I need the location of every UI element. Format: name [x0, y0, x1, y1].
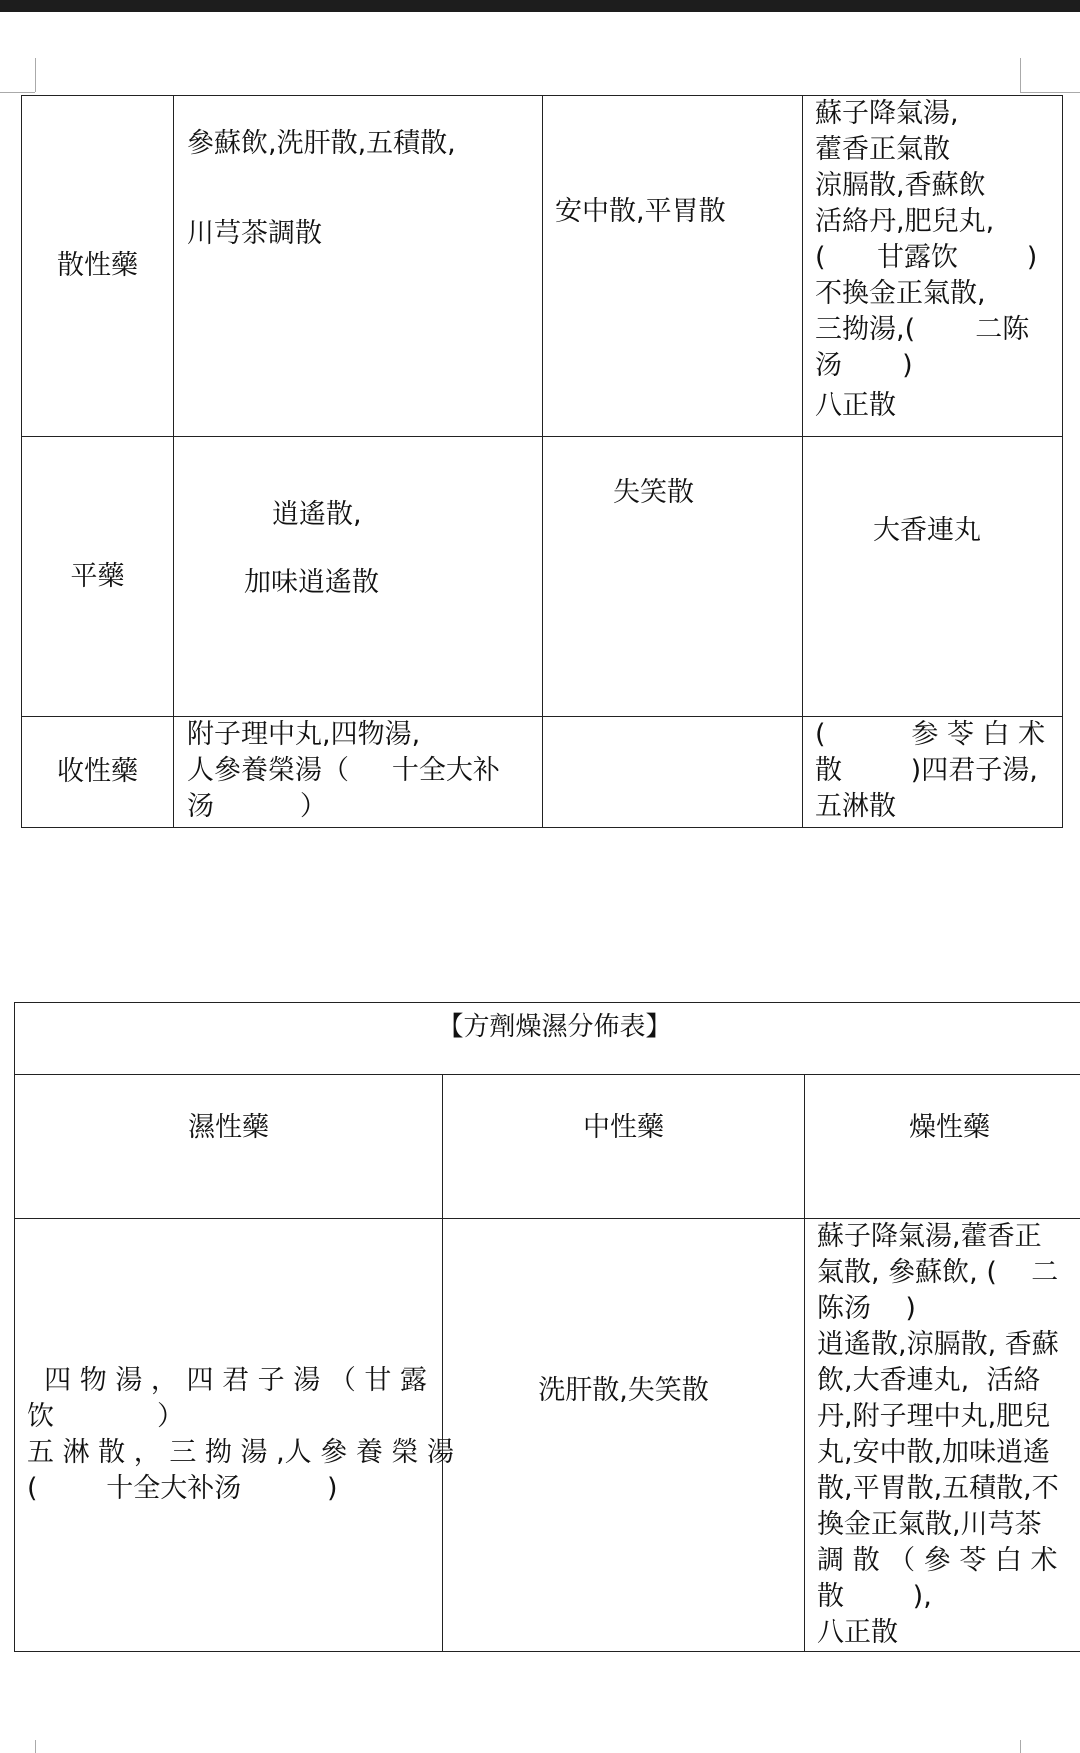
formula-line: 散 )四君子湯, — [815, 755, 1038, 786]
formula-line: 五淋散 — [815, 791, 896, 822]
formula-line: 附子理中丸,四物湯, — [187, 719, 421, 750]
column-header: 燥性藥 — [909, 1112, 991, 1143]
formula-cell — [174, 96, 543, 437]
formula-cell — [174, 717, 543, 828]
formula-line: 散,平胃散,五積散,不 — [817, 1473, 1059, 1504]
column-header-cell — [443, 1075, 805, 1219]
formula-line: 不換金正氣散, — [815, 278, 986, 309]
formula-line: 氣散, 參蘇飲, ( 二 — [817, 1257, 1059, 1288]
top-window-bar — [0, 0, 1080, 12]
formula-line: 飲,大香連丸, 活絡 — [817, 1365, 1041, 1396]
formula-cell — [543, 437, 803, 717]
formula-text: 逍遙散, — [272, 499, 362, 530]
formula-text: 加味逍遙散 — [244, 567, 379, 598]
formula-cell — [805, 1219, 1080, 1652]
column-header: 中性藥 — [583, 1112, 664, 1143]
row-label: 散性藥 — [57, 250, 138, 281]
formula-line: 活絡丹,肥兒丸, — [815, 206, 995, 237]
formula-line: 八正散 — [815, 390, 896, 421]
formula-line: 八正散 — [817, 1617, 898, 1648]
formula-cell — [803, 96, 1063, 437]
column-header-cell — [805, 1075, 1080, 1219]
formula-line: 調 散 （ 參 苓 白 术 — [817, 1545, 1058, 1576]
margin-corner-mark — [1020, 58, 1021, 92]
formula-line: ( 参 苓 白 术 — [815, 719, 1046, 750]
formula-line: 人參養榮湯（ 十全大补 — [187, 755, 500, 786]
formula-line: 換金正氣散,川芎茶 — [817, 1509, 1042, 1540]
table-row — [22, 96, 1063, 437]
empty-cell — [543, 717, 803, 828]
formula-text: 川芎茶調散 — [187, 218, 322, 249]
formula-line: ( 十全大补汤 ) — [27, 1473, 338, 1504]
table-row — [22, 717, 1063, 828]
formula-line: 汤 ） — [187, 791, 327, 822]
table-header-row — [15, 1075, 1080, 1219]
formula-line: 三拗湯,( 二陈 — [815, 314, 1030, 345]
formula-line: 逍遙散,涼膈散, 香蘇 — [817, 1329, 1059, 1360]
table-title: 【方劑燥濕分佈表】 — [437, 1012, 672, 1042]
formula-line: 藿香正氣散 — [815, 134, 950, 165]
formula-cell — [15, 1219, 454, 1652]
margin-corner-mark — [0, 92, 35, 93]
table-row — [15, 1219, 1080, 1652]
column-header: 濕性藥 — [188, 1112, 269, 1143]
formula-line: 陈汤 ) — [817, 1293, 916, 1324]
margin-corner-mark — [35, 1740, 36, 1753]
margin-corner-mark — [35, 58, 36, 92]
formula-line: 蘇子降氣湯,藿香正 — [817, 1221, 1042, 1252]
margin-corner-mark — [1020, 92, 1080, 93]
formula-text: 失笑散 — [613, 477, 694, 508]
formula-cell — [543, 96, 803, 437]
row-label: 收性藥 — [57, 756, 138, 787]
formula-line: 涼膈散,香蘇飲 — [815, 170, 986, 201]
formula-cell — [443, 1219, 805, 1652]
table-title-cell — [15, 1003, 1080, 1075]
formula-cell — [174, 437, 543, 717]
margin-corner-mark — [1020, 1740, 1021, 1753]
formula-line: ( 甘露饮 ) — [815, 242, 1038, 273]
table-title-row — [15, 1003, 1080, 1075]
formula-line: 蘇子降氣湯, — [815, 98, 959, 129]
formula-line: 丸,安中散,加味逍遙 — [817, 1437, 1051, 1468]
formula-property-table — [21, 95, 1063, 828]
formula-line: 饮 ） — [27, 1401, 184, 1432]
formula-line: 汤 ) — [815, 350, 913, 381]
formula-cell — [803, 717, 1063, 828]
formula-text: 洗肝散,失笑散 — [538, 1375, 709, 1406]
row-label-cell — [22, 717, 174, 828]
formula-line: 散 ), — [817, 1581, 932, 1612]
formula-text: 安中散,平胃散 — [555, 196, 726, 227]
formula-line: 四 物 湯 ， 四 君 子 湯 （ 甘 露 — [27, 1365, 427, 1396]
row-label: 平藥 — [70, 560, 125, 592]
dryness-dampness-table — [14, 1002, 1080, 1652]
row-label-cell — [22, 96, 174, 437]
table-row — [22, 437, 1063, 717]
formula-text: 參蘇飲,洗肝散,五積散, — [187, 128, 456, 159]
row-label-cell — [22, 437, 174, 717]
formula-line: 丹,附子理中丸,肥兒 — [817, 1401, 1051, 1432]
column-header-cell — [15, 1075, 443, 1219]
formula-line: 五 淋 散 ， 三 拗 湯 ,人 參 養 榮 湯 — [27, 1437, 454, 1468]
formula-cell — [803, 437, 1063, 717]
formula-text: 大香連丸 — [873, 515, 981, 546]
